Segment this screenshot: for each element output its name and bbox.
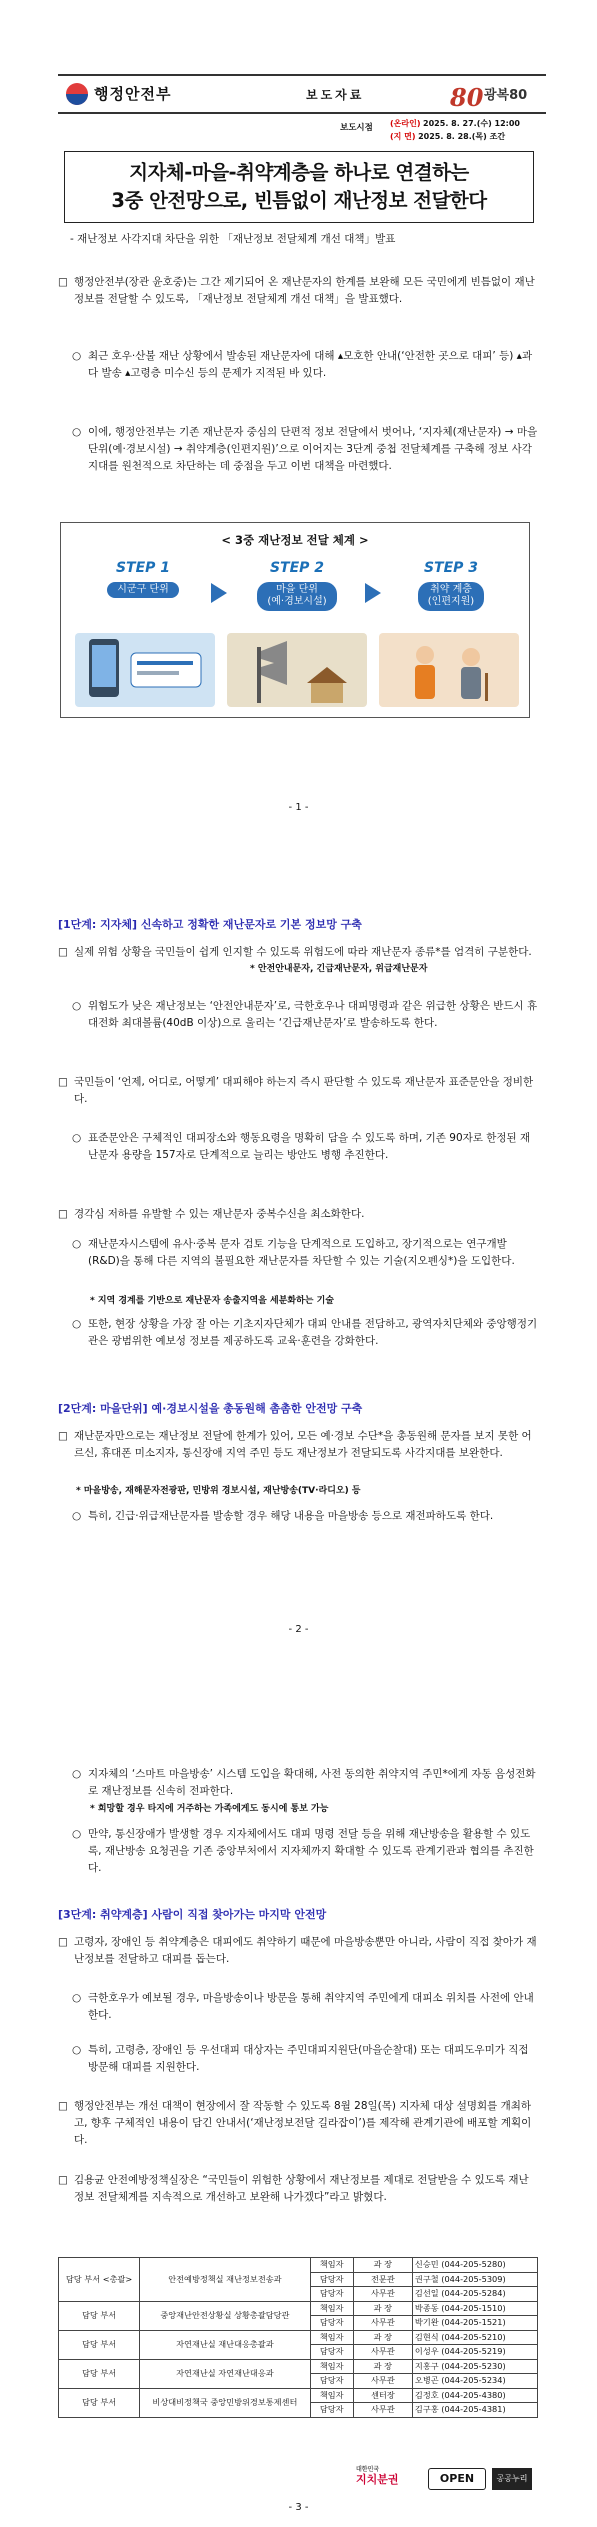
step-1: STEP 1 시군구 단위 [83, 557, 203, 598]
s2-para-b: ○ 특히, 긴급·위급재난문자를 발송할 경우 해당 내용을 마을방송 등으로 재전파하도록 한다. [72, 1510, 494, 1522]
contact-pos: 과 장 [353, 2301, 412, 2316]
s3-para-e: □ 김용균 안전예방정책실장은 “국민들이 위험한 상황에서 재난정보를 제대로 전달받을 수 있도록 재난정보 전달체계를 지속적으로 개선하고 보완해 나가겠다”라고 밝혔다. [58, 2174, 529, 2203]
contact-pos: 전문관 [353, 2272, 412, 2287]
contact-department: 자연재난실 자연재난대응과 [140, 2359, 311, 2388]
s2-para-c: ○ 지자체의 ‘스마트 마을방송’ 시스템 도입을 확대해, 사전 동의한 취약지역 주민*에게 자동 음성전화로 재난정보를 신속히 전파한다. [72, 1768, 536, 1797]
contact-role: 담당자 [310, 2345, 353, 2360]
headline-line-2: 3중 안전망으로, 빈틈없이 재난정보 전달한다 [111, 189, 487, 212]
contact-group: 담당 부서 <총괄> [59, 2258, 140, 2302]
intro-paragraph-3: ○ 이에, 행정안전부는 기존 재난문자 중심의 단편적 정보 전달에서 벗어나, ‘지자체(재난문자) → 마을단위(예·경보시설) → 취약계층(인편지원)’으로 이어지는 3단계 중첩 전달체계를 구축해 정보 사각지대를 원천적으로 차단하는 데 중점을 두고 이번 대책을 마련했다. [72, 426, 538, 472]
step-2: STEP 2 마을 단위 (예·경보시설) [237, 557, 357, 611]
s2-para-a: □ 재난문자만으로는 재난정보 전달에 한계가 있어, 모든 예·경보 수단*을 총동원해 문자를 보지 못한 어르신, 휴대폰 미소지자, 통신장애 지역 주민 등도 재난정보가 전달되도록 사각지대를 보완한다. [58, 1430, 532, 1459]
s1-para-a: □ 실제 위험 상황을 국민들이 쉽게 인지할 수 있도록 위험도에 따라 재난문자 종류*를 엄격히 구분한다. [58, 946, 532, 958]
arrow-right-icon [365, 583, 381, 603]
contact-name: 신승민 (044-205-5280) [412, 2258, 537, 2273]
contact-pos: 사무관 [353, 2316, 412, 2331]
subtitle: - 재난정보 사각지대 차단을 위한 「재난정보 전달체계 개선 대책」발표 [70, 233, 396, 245]
contact-pos: 과 장 [353, 2330, 412, 2345]
contact-name: 김구홍 (044-205-4381) [412, 2403, 537, 2418]
nara-logo-icon: 대한민국 지치분권 [356, 2466, 399, 2487]
contact-department: 자연재난실 재난대응총괄과 [140, 2330, 311, 2359]
contact-name: 김선일 (044-205-5284) [412, 2287, 537, 2302]
s2-note-c: * 희망할 경우 타지에 거주하는 가족에게도 동시에 통보 가능 [90, 1804, 329, 1814]
contact-role: 책임자 [310, 2359, 353, 2374]
infographic-title: < 3중 재난정보 전달 체계 > [221, 533, 369, 547]
contact-row [59, 2258, 538, 2273]
headline-line-1: 지자체-마을-취약계층을 하나로 연결하는 [129, 160, 469, 184]
contact-name: 오병곤 (044-205-5234) [412, 2374, 537, 2389]
press-release-label: 보도자료 [306, 88, 365, 102]
page-number: - 1 - [288, 802, 309, 813]
contact-row [59, 2301, 538, 2316]
contact-pos: 사무관 [353, 2403, 412, 2418]
contact-pos: 사무관 [353, 2374, 412, 2389]
contact-pos: 사무관 [353, 2287, 412, 2302]
page-number: - 3 - [288, 2502, 309, 2513]
contact-name: 지홍구 (044-205-5230) [412, 2359, 537, 2374]
contact-group: 담당 부서 [59, 2330, 140, 2359]
page-2 [0, 870, 597, 1680]
ministry-name: 행정안전부 [94, 84, 172, 103]
contact-row [59, 2330, 538, 2345]
contact-role: 책임자 [310, 2301, 353, 2316]
s1-para-b: ○ 위험도가 낮은 재난정보는 ‘안전안내문자’로, 극한호우나 대피명령과 같은 위급한 상황은 반드시 휴대전화 최대볼륨(40dB 이상)으로 울리는 ‘긴급재난문자’로 발송하도록 한다. [72, 1000, 538, 1029]
contact-table [58, 2257, 538, 2418]
contact-pos: 과 장 [353, 2359, 412, 2374]
step-3: STEP 3 취약 계층 (인편지원) [391, 557, 511, 611]
liberation-80-emblem-icon: 80 광복80 [450, 83, 528, 112]
s1-para-g: ○ 또한, 현장 상황을 가장 잘 아는 기초지자단체가 대피 안내를 전담하고, 광역자치단체와 중앙행정기관은 광범위한 예보성 정보를 제공하도록 교육·훈련을 강화한다. [72, 1318, 538, 1347]
contact-group: 담당 부서 [59, 2359, 140, 2388]
s2-para-d: ○ 만약, 통신장애가 발생할 경우 지자체에서도 대피 명령 전달 등을 위해 재난방송을 활용할 수 있도록, 재난방송 요청권을 기존 중앙부처에서 지자체까지 확대할 수 있도록 관계기관과 협의를 추진한다. [72, 1828, 534, 1874]
section-1-heading: [1단계: 지자체] 신속하고 정확한 재난문자로 기본 정보망 구축 [58, 918, 362, 931]
s1-para-f: ○ 재난문자시스템에 유사·중복 문자 검토 기능을 단계적으로 도입하고, 장기적으로는 연구개발(R&D)을 통해 다른 지역의 불필요한 재난문자를 차단할 수 있는 기술(지오펜싱*)을 도입한다. [72, 1238, 515, 1267]
contact-name: 박종동 (044-205-1510) [412, 2301, 537, 2316]
contact-name: 김현식 (044-205-5210) [412, 2330, 537, 2345]
contact-role: 책임자 [310, 2388, 353, 2403]
contact-department: 안전예방정책실 재난정보전송과 [140, 2258, 311, 2302]
contact-pos: 과 장 [353, 2258, 412, 2273]
contact-name: 박기완 (044-205-1521) [412, 2316, 537, 2331]
contact-group: 담당 부서 [59, 2301, 140, 2330]
intro-paragraph-1: □ 행정안전부(장관 윤호중)는 그간 제기되어 온 재난문자의 한계를 보완해 모든 국민에게 빈틈없이 재난정보를 전달할 수 있도록, 「재난정보 전달체계 개선 대책」을 발표했다. [58, 276, 535, 305]
infographic-3-step [60, 522, 530, 718]
contact-role: 책임자 [310, 2258, 353, 2273]
village-loudspeaker-illustration-icon [227, 633, 367, 707]
ministry-logo-icon [66, 83, 88, 105]
contact-name: 김정호 (044-205-4380) [412, 2388, 537, 2403]
footer-logos [356, 2466, 536, 2492]
headline-box [64, 151, 534, 223]
contact-name: 권구철 (044-205-5309) [412, 2272, 537, 2287]
intro-paragraph-2: ○ 최근 호우·산불 재난 상황에서 발송된 재난문자에 대해 ▴모호한 안내(‘안전한 곳으로 대피’ 등) ▴과다 발송 ▴고령층 미수신 등의 문제가 지적된 바 있다. [72, 350, 533, 379]
press-header [58, 74, 546, 114]
helper-visit-illustration-icon [379, 633, 519, 707]
s3-para-a: □ 고령자, 장애인 등 취약계층은 대피에도 취약하기 때문에 마을방송뿐만 아니라, 사람이 직접 찾아가 재난정보를 전달하고 대피를 돕는다. [58, 1936, 537, 1965]
page-1: 행정안전부 보도자료 80 광복80 보도시점 (온라인) 2025. 8. 27.(수) 12:00 (지 면) 2025. 8. 28.(목) 조간 지자체-마을-취약계층을 하나로 연결하는 3중 안전망으로, 빈틈없이 재난정보 전달한다 - 재난정보 사각지대 차단을 위한 「재난정보 전달체계 개선 대책」발표 □ 행정안전부(장관 윤호중)는 그간 제기되어 온 재난문자의 한계를 보완해 모든 국민에게 빈틈없이 재난정보를 전달할 수 있도록, 「재난정보 전달체계 개선 대책」을 발표했다. ○ 최근 호우·산불 재난 상황에서 발송된 재난문자에 대해 ▴모호한 안내(‘안전한 곳으로 대피’ 등) ▴과다 발송 ▴고령층 미수신 등의 문제가 지적된 바 있다. ○ 이에, 행정안전부는 기존 재난문자 중심의 단편적 정보 전달에서 벗어나, ‘지자체(재난문자) → 마을단위(예·경보시설) → 취약계층(인편지원)’으로 이어지는 3단계 중첩 전달체계를 구축해 정보 사각지대를 원천적으로 차단하는 데 중점을 두고 이번 대책을 마련했다. < 3중 재난정보 전달 체계 > STEP 1 시군구 단위 STEP 2 마을 단위 (예·경보시설) STEP 3 취약 계층 (인편지원) - 1 - [0, 0, 597, 855]
contact-role: 책임자 [310, 2330, 353, 2345]
contact-name: 이성우 (044-205-5219) [412, 2345, 537, 2360]
section-2-heading: [2단계: 마을단위] 예·경보시설을 총동원해 촘촘한 안전망 구축 [58, 1402, 363, 1415]
s3-para-b: ○ 극한호우가 예보될 경우, 마을방송이나 방문을 통해 취약지역 주민에게 대피소 위치를 사전에 안내한다. [72, 1992, 534, 2021]
contact-pos: 사무관 [353, 2345, 412, 2360]
s3-para-c: ○ 특히, 고령층, 장애인 등 우선대피 대상자는 주민대피지원단(마을순찰대) 또는 대피도우미가 직접 방문해 대피를 지원한다. [72, 2044, 529, 2073]
s3-para-d: □ 행정안전부는 개선 대책이 현장에서 잘 작동할 수 있도록 8월 28일(목) 지자체 대상 설명회를 개최하고, 향후 구체적인 내용이 담긴 안내서(‘재난정보전달 길라잡이’)를 제작해 관계기관에 배포할 계획이다. [58, 2100, 532, 2146]
s1-para-c: □ 국민들이 ‘언제, 어디로, 어떻게’ 대피해야 하는지 즉시 판단할 수 있도록 재난문자 표준문안을 정비한다. [58, 1076, 534, 1105]
s1-note-f: * 지역 경계를 기반으로 재난문자 송출지역을 세분화하는 기술 [90, 1296, 334, 1306]
s1-para-d: ○ 표준문안은 구체적인 대피장소와 행동요령을 명확히 담을 수 있도록 하며, 기존 90자로 한정된 재난문자 용량을 157자로 단계적으로 늘리는 방안도 병행 추진한다. [72, 1132, 531, 1161]
contact-row [59, 2388, 538, 2403]
s2-note-a: * 마을방송, 재해문자전광판, 민방위 경보시설, 재난방송(TV·라디오) 등 [76, 1486, 361, 1496]
s1-note-a: * 안전안내문자, 긴급재난문자, 위급재난문자 [250, 964, 428, 974]
open-license-icon: OPEN [428, 2468, 486, 2490]
contact-department: 비상대비정책국 중앙민방위경보통제센터 [140, 2388, 311, 2417]
contact-role: 담당자 [310, 2316, 353, 2331]
s1-para-e: □ 경각심 저하를 유발할 수 있는 재난문자 중복수신을 최소화한다. [58, 1208, 365, 1220]
phone-alert-illustration-icon [75, 633, 215, 707]
section-3-heading: [3단계: 취약계층] 사람이 직접 찾아가는 마지막 안전망 [58, 1908, 327, 1921]
contact-row [59, 2359, 538, 2374]
contact-group: 담당 부서 [59, 2388, 140, 2417]
kogl-license-icon: 공공누리 [492, 2468, 532, 2490]
contact-department: 중앙재난안전상황실 상황총괄담당관 [140, 2301, 311, 2330]
contact-pos: 센터장 [353, 2388, 412, 2403]
contact-role: 담당자 [310, 2287, 353, 2302]
contact-role: 담당자 [310, 2403, 353, 2418]
contact-role: 담당자 [310, 2374, 353, 2389]
page-number: - 2 - [288, 1624, 309, 1635]
arrow-right-icon [211, 583, 227, 603]
contact-role: 담당자 [310, 2272, 353, 2287]
